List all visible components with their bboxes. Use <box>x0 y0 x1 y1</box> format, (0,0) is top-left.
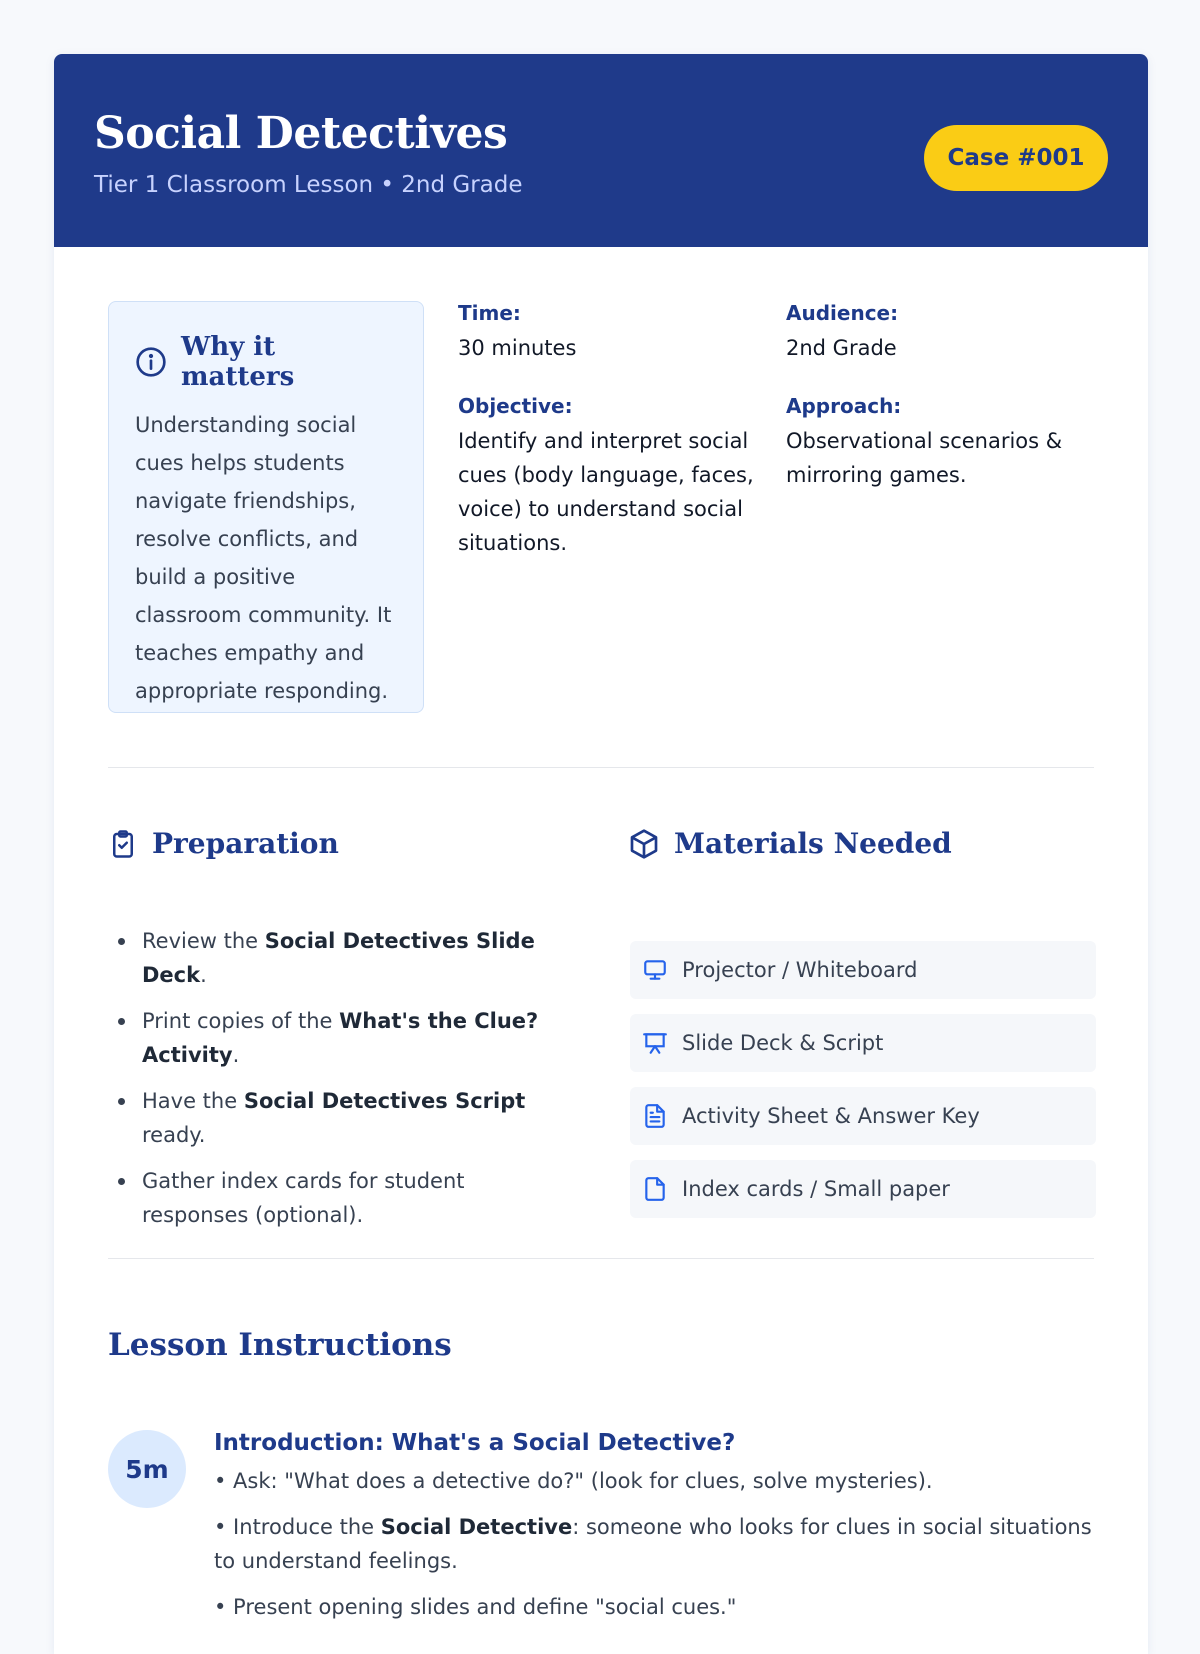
objective-label: Objective: <box>458 394 573 418</box>
step-line: • Ask: "What does a detective do?" (look for clues, solve mysteries). <box>214 1469 933 1493</box>
document-icon <box>642 1103 668 1129</box>
approach-label: Approach: <box>786 394 902 418</box>
material-label: Projector / Whiteboard <box>682 958 918 982</box>
audience-label: Audience: <box>786 301 899 325</box>
info-icon <box>135 346 167 378</box>
lesson-step <box>214 1430 1096 1636</box>
monitor-icon <box>642 957 668 983</box>
clipboard-check-icon <box>108 829 138 859</box>
page-title: Social Detectives <box>94 108 508 159</box>
preparation-title: Preparation <box>152 827 339 860</box>
preparation-header <box>108 827 339 860</box>
why-header <box>135 332 397 392</box>
materials-header <box>628 827 952 860</box>
material-item <box>630 1014 1096 1072</box>
materials-list <box>630 941 1096 1233</box>
time-label: Time: <box>458 301 521 325</box>
lesson-instructions-title: Lesson Instructions <box>108 1327 452 1363</box>
approach-value: Observational scenarios & mirroring games. <box>786 429 1063 487</box>
material-label: Slide Deck & Script <box>682 1031 884 1055</box>
materials-title: Materials Needed <box>674 827 952 860</box>
list-item: Print copies of the What's the Clue? Activity. <box>114 1004 574 1072</box>
material-item <box>630 1087 1096 1145</box>
case-badge: Case #001 <box>924 125 1108 191</box>
why-text: Understanding social cues helps students navigate friendships, resolve conflicts, and build a positive classroom community. It teaches empathy and appropriate responding. <box>135 413 392 703</box>
section-divider <box>108 1258 1094 1259</box>
lesson-card <box>54 54 1148 1654</box>
meta-objective <box>458 394 756 560</box>
lesson-header <box>54 54 1148 247</box>
cube-icon <box>628 828 660 860</box>
meta-audience <box>786 301 898 365</box>
preparation-list <box>114 924 574 1244</box>
why-it-matters-panel <box>108 301 424 713</box>
why-title: Why it matters <box>181 332 295 392</box>
list-item: Review the Social Detectives Slide Deck. <box>114 924 574 992</box>
presentation-icon <box>642 1030 668 1056</box>
list-item: Gather index cards for student responses (optional). <box>114 1164 574 1232</box>
time-value: 30 minutes <box>458 336 577 360</box>
material-label: Activity Sheet & Answer Key <box>682 1104 980 1128</box>
step-duration-badge: 5m <box>108 1430 186 1508</box>
material-item <box>630 1160 1096 1218</box>
material-label: Index cards / Small paper <box>682 1177 950 1201</box>
material-item <box>630 941 1096 999</box>
file-icon <box>642 1176 668 1202</box>
page-subtitle: Tier 1 Classroom Lesson • 2nd Grade <box>94 172 523 198</box>
step-line: • Introduce the Social Detective: someone who looks for clues in social situations to understand feelings. <box>214 1515 1092 1573</box>
section-divider <box>108 767 1094 768</box>
objective-value: Identify and interpret social cues (body language, faces, voice) to understand social situations. <box>458 429 754 555</box>
audience-value: 2nd Grade <box>786 336 897 360</box>
meta-approach <box>786 394 1086 492</box>
meta-time <box>458 301 576 365</box>
step-title: Introduction: What's a Social Detective? <box>214 1430 736 1456</box>
list-item: Have the Social Detectives Script ready. <box>114 1084 574 1152</box>
step-line: • Present opening slides and define "social cues." <box>214 1595 737 1619</box>
